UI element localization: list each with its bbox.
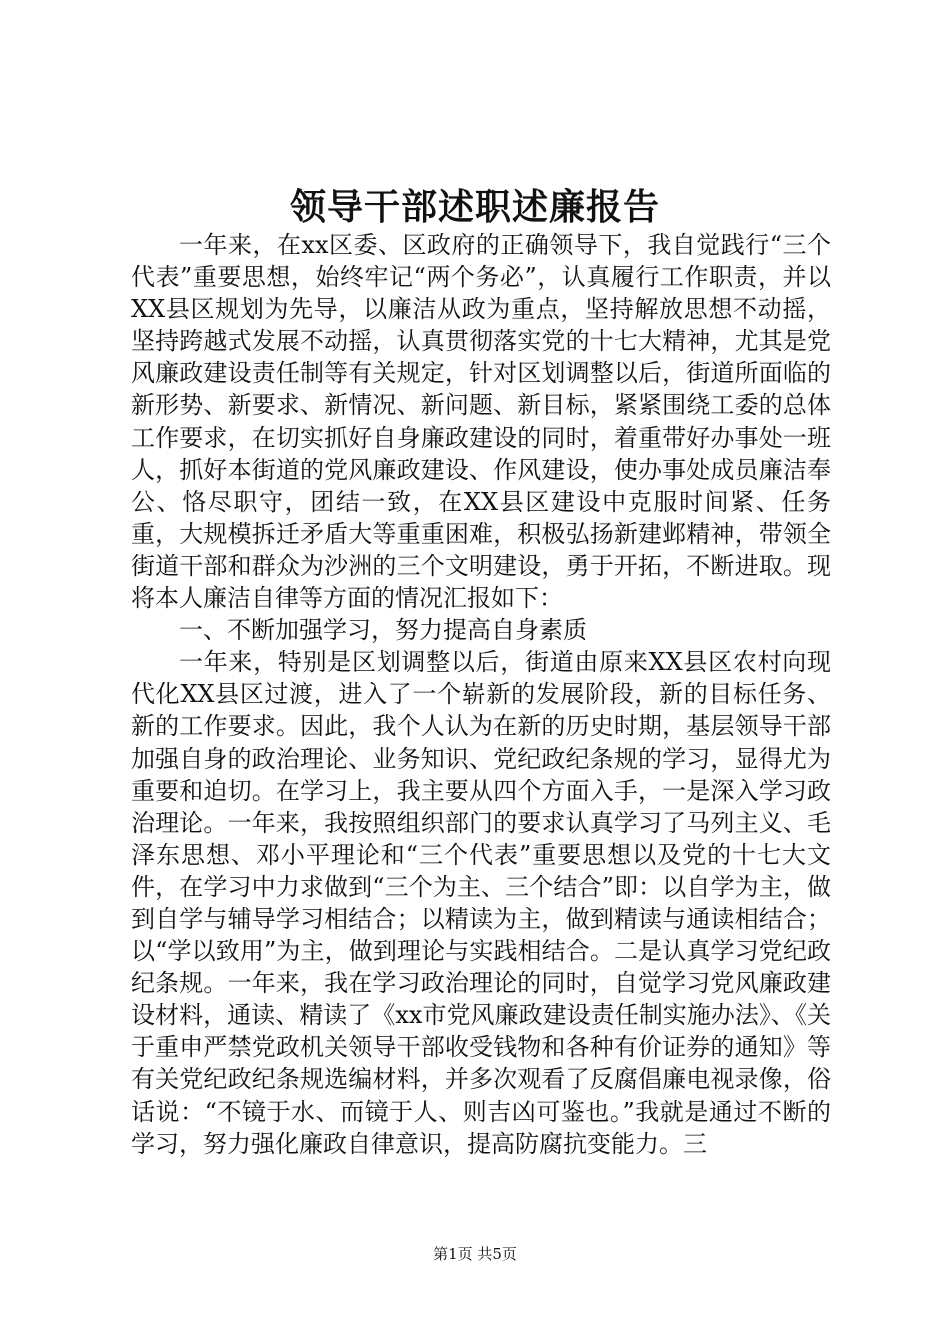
page-number-footer: 第1页 共5页	[433, 1245, 517, 1263]
document-body	[131, 229, 831, 1160]
section-heading: 一、不断加强学习，努力提高自身素质	[179, 616, 587, 645]
intro-paragraph: 一年来，在xx区委、区政府的正确领导下，我自觉践行“三个代表”重要思想，始终牢记“两个务必”，认真履行工作职责，并以XX县区规划为先导，以廉洁从政为重点，坚持解放思想不动摇，坚持跨越式发展不动摇，认真贯彻落实党的十七大精神，尤其是党风廉政建设责任制等有关规定，针对区划调整以后，街道所面临的新形势、新要求、新情况、新问题、新目标，紧紧围绕工委的总体工作要求，在切实抓好自身廉政建设的同时，着重带好办事处一班人，抓好本街道的党风廉政建设、作风建设，使办事处成员廉洁奉公、恪尽职守，团结一致，在XX县区建设中克服时间紧、任务重，大规模拆迁矛盾大等重重困难，积极弘扬新建邺精神，带领全街道干部和群众为沙洲的三个文明建设，勇于开拓，不断进取。现将本人廉洁自律等方面的情况汇报如下：	[131, 231, 831, 613]
study-paragraph: 一年来，特别是区划调整以后，街道由原来XX县区农村向现代化XX县区过渡，进入了一个崭新的发展阶段，新的目标任务、新的工作要求。因此，我个人认为在新的历史时期，基层领导干部加强自身的政治理论、业务知识、党纪政纪条规的学习，显得尤为重要和迫切。在学习上，我主要从四个方面入手，一是深入学习政治理论。一年来，我按照组织部门的要求认真学习了马列主义、毛泽东思想、邓小平理论和“三个代表”重要思想以及党的十七大文件，在学习中力求做到“三个为主、三个结合”即：以自学为主，做到自学与辅导学习相结合；以精读为主，做到精读与通读相结合；以“学以致用”为主，做到理论与实践相结合。二是认真学习党纪政纪条规。一年来，我在学习政治理论的同时，自觉学习党风廉政建设材料，通读、精读了《xx市党风廉政建设责任制实施办法》、《关于重申严禁党政机关领导干部收受钱物和各种有价证券的通知》等有关党纪政纪条规选编材料，并多次观看了反腐倡廉电视录像，俗话说：“不镜于水、而镜于人、则吉凶可鉴也。”我就是通过不断的学习，努力强化廉政自律意识，提高防腐抗变能力。三	[131, 648, 831, 1158]
document-title: 领导干部述职述廉报告	[289, 186, 660, 228]
